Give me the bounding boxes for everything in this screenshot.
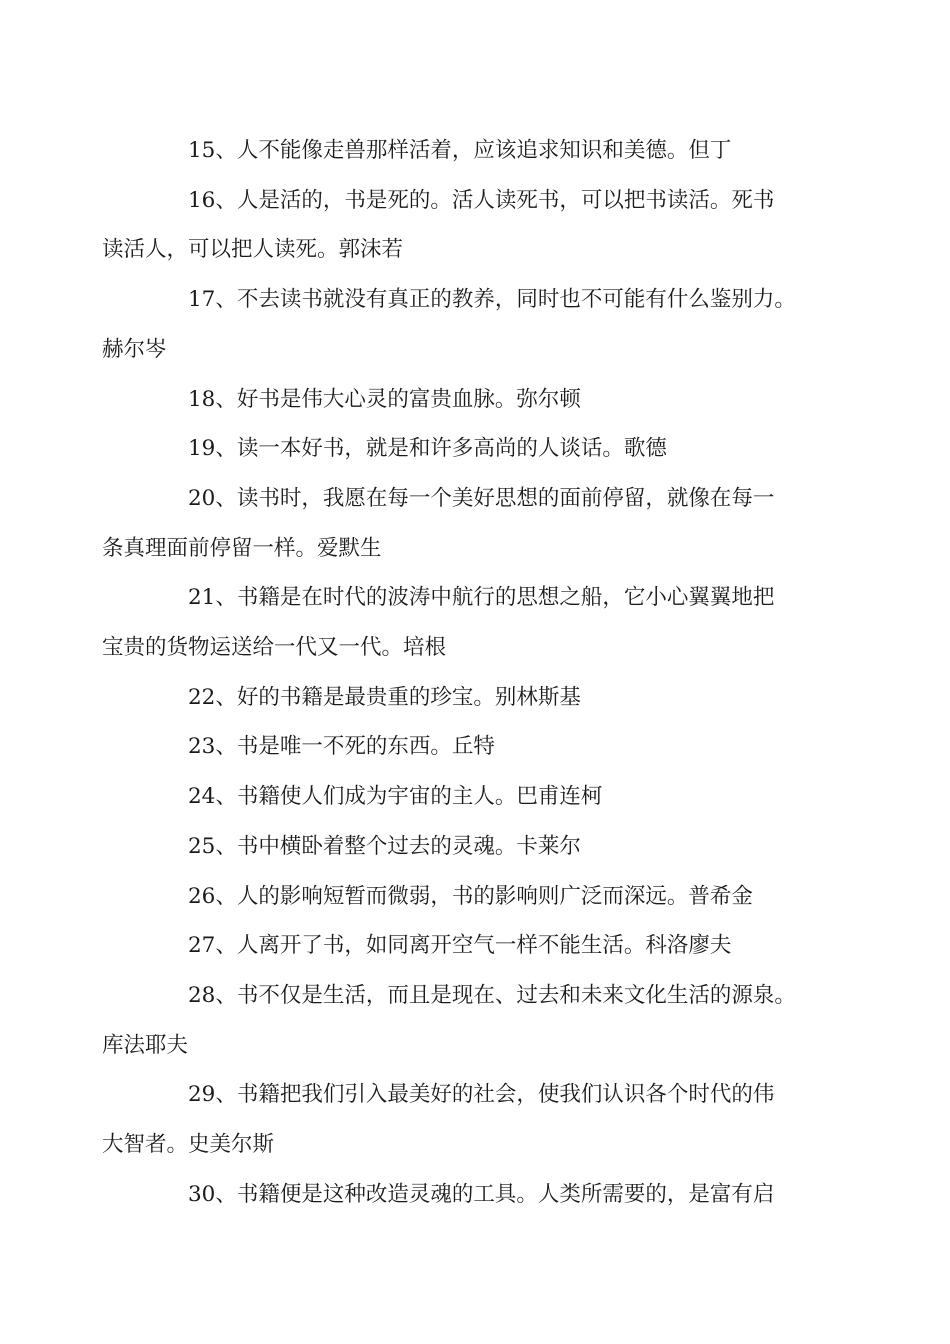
quote-24 <box>145 772 825 822</box>
quote-line-continued: 读活人，可以把人读死。郭沫若 <box>102 237 404 263</box>
quote-line: 16、人是活的，书是死的。活人读死书，可以把书读活。死书 <box>188 187 775 213</box>
quote-22 <box>145 673 825 723</box>
quote-line: 27、人离开了书，如同离开空气一样不能生活。科洛廖夫 <box>188 933 732 959</box>
quote-line: 18、好书是伟大心灵的富贵血脉。弥尔顿 <box>188 386 581 412</box>
quote-line-continued: 库法耶夫 <box>102 1032 189 1058</box>
document-body <box>102 126 825 1219</box>
quote-line: 19、读一本好书，就是和许多高尚的人谈话。歌德 <box>188 436 667 462</box>
quote-27 <box>145 921 825 971</box>
quote-line: 26、人的影响短暂而微弱，书的影响则广泛而深远。普希金 <box>188 883 753 909</box>
quote-26 <box>145 872 825 922</box>
quote-line: 15、人不能像走兽那样活着，应该追求知识和美德。但丁 <box>188 138 732 163</box>
quote-line-continued: 赫尔岑 <box>102 336 167 362</box>
quote-17 <box>102 275 825 374</box>
quote-30 <box>145 1170 825 1220</box>
quote-16 <box>102 176 825 275</box>
quote-line: 21、书籍是在时代的波涛中航行的思想之船，它小心翼翼地把 <box>188 585 775 611</box>
quote-21 <box>102 573 825 672</box>
quote-line: 25、书中横卧着整个过去的灵魂。卡莱尔 <box>188 833 581 859</box>
quote-line-continued: 宝贵的货物运送给一代又一代。培根 <box>102 635 447 661</box>
quote-29 <box>102 1070 825 1169</box>
quote-25 <box>145 822 825 872</box>
quote-line: 29、书籍把我们引入最美好的社会，使我们认识各个时代的伟 <box>188 1082 775 1108</box>
quote-19 <box>145 424 825 474</box>
quote-line-continued: 条真理面前停留一样。爱默生 <box>102 535 382 561</box>
quote-15 <box>145 126 825 176</box>
quote-23 <box>145 722 825 772</box>
quote-line: 30、书籍便是这种改造灵魂的工具。人类所需要的，是富有启 <box>188 1181 775 1207</box>
quote-28 <box>102 971 825 1070</box>
quote-20 <box>102 474 825 573</box>
quote-line-continued: 大智者。史美尔斯 <box>102 1132 275 1158</box>
quote-line: 22、好的书籍是最贵重的珍宝。别林斯基 <box>188 684 581 710</box>
quote-18 <box>145 375 825 425</box>
quote-line: 28、书不仅是生活，而且是现在、过去和未来文化生活的源泉。 <box>188 982 796 1008</box>
quote-line: 24、书籍使人们成为宇宙的主人。巴甫连柯 <box>188 784 603 810</box>
quote-line: 23、书是唯一不死的东西。丘特 <box>188 734 495 760</box>
quote-line: 17、不去读书就没有真正的教养，同时也不可能有什么鉴别力。 <box>188 287 796 313</box>
quote-line: 20、读书时，我愿在每一个美好思想的面前停留，就像在每一 <box>188 485 775 511</box>
